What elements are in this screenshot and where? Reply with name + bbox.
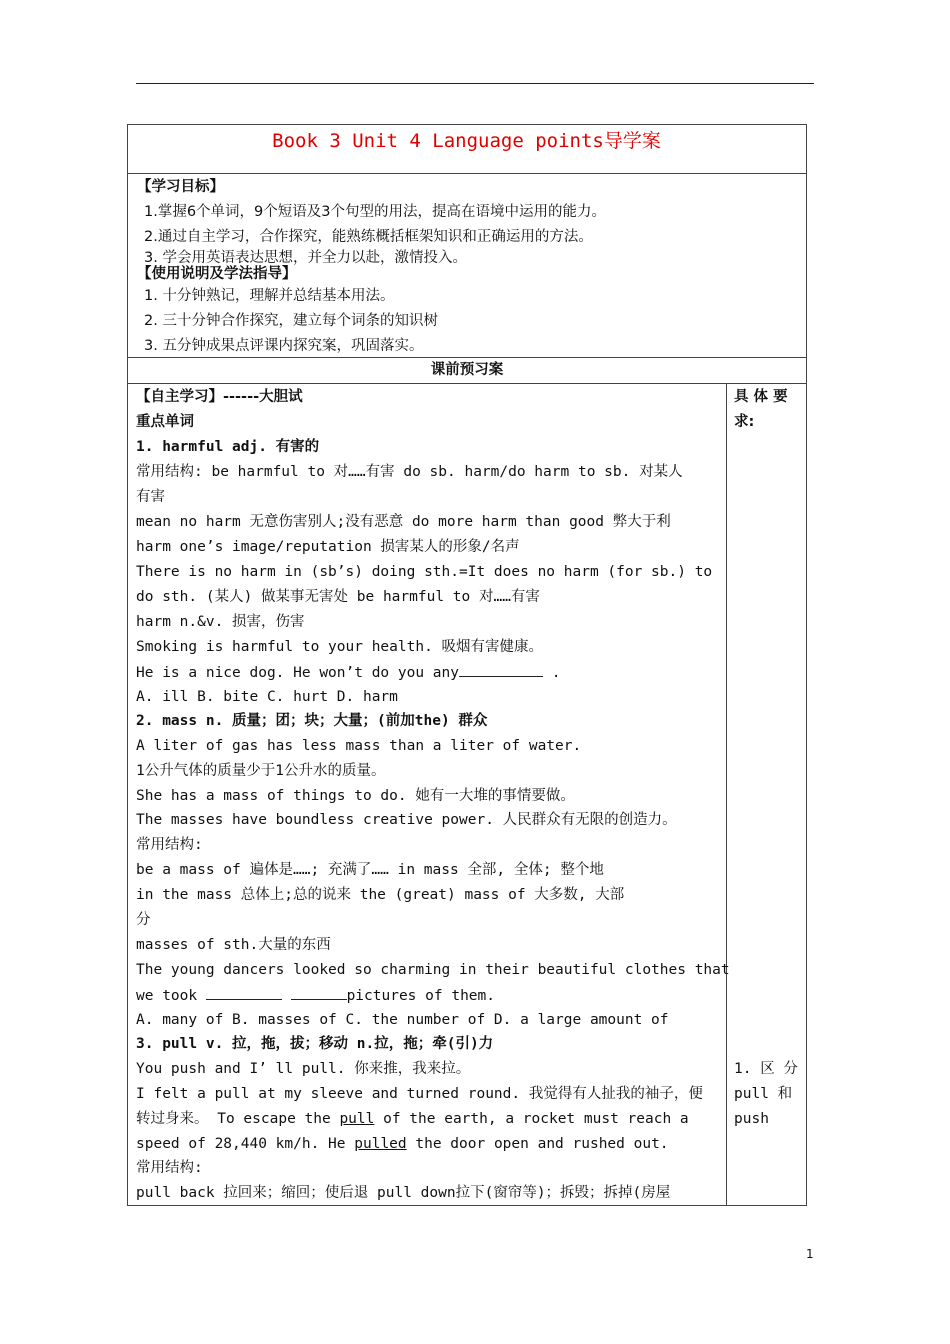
instruction-item: 1. 十分钟熟记，理解并总结基本用法。 bbox=[144, 288, 395, 304]
requirements-heading: 具 体 要 bbox=[734, 389, 788, 405]
content-text: speed of 28,440 km/h. He bbox=[136, 1136, 346, 1152]
instruction-item: 3. 五分钟成果点评课内探究案，巩固落实。 bbox=[144, 338, 424, 354]
objectives-heading: 【学习目标】 bbox=[137, 179, 224, 195]
exercise-question bbox=[136, 985, 495, 1006]
content-line: in the mass 总体上;总的说来 the (great) mass of 大多数, 大部 bbox=[136, 887, 625, 903]
underlined-word: pulled bbox=[354, 1136, 407, 1152]
content-line: 分 bbox=[136, 912, 151, 928]
underlined-word: pull bbox=[339, 1111, 375, 1127]
content-line: harm n.&v. 损害，伤害 bbox=[136, 614, 305, 630]
exercise-options: A. many of B. masses of C. the number of D. a large amount of bbox=[136, 1012, 669, 1028]
requirement-note: pull 和 bbox=[734, 1086, 793, 1102]
content-line: Smoking is harmful to your health. 吸烟有害健康。 bbox=[136, 639, 544, 655]
word-entry-mass: 2. mass n. 质量；团；块；大量；(前加the) 群众 bbox=[136, 713, 488, 729]
requirements-heading-2: 求: bbox=[734, 414, 755, 430]
exercise-options: A. ill B. bite C. hurt D. harm bbox=[136, 689, 398, 705]
content-line: 常用结构: bbox=[136, 837, 203, 853]
content-line: I felt a pull at my sleeve and turned round. 我觉得有人扯我的袖子，便 bbox=[136, 1086, 703, 1102]
content-line: She has a mass of things to do. 她有一大堆的事情要做。 bbox=[136, 788, 575, 804]
objective-item: 1.掌握6个单词，9个短语及3个句型的用法，提高在语境中运用的能力。 bbox=[144, 204, 607, 220]
instruction-item: 2. 三十分钟合作探究，建立每个词条的知识树 bbox=[144, 313, 438, 329]
content-line: pull back 拉回来；缩回；使后退 pull down拉下(窗帘等)；拆毁；拆掉(房屋 bbox=[136, 1185, 671, 1201]
instructions-heading: 【使用说明及学法指导】 bbox=[137, 266, 297, 282]
content-line: A liter of gas has less mass than a liter of water. bbox=[136, 738, 582, 754]
content-text: the door open and rushed out. bbox=[415, 1136, 669, 1152]
content-line: do sth. (某人) 做某事无害处 be harmful to 对……有害 bbox=[136, 589, 540, 605]
content-text: of the earth, a rocket must reach a bbox=[383, 1111, 689, 1127]
content-line: The masses have boundless creative power. 人民群众有无限的创造力。 bbox=[136, 812, 677, 828]
key-words-subheading: 重点单词 bbox=[136, 414, 194, 430]
content-line: be a mass of 遍体是……; 充满了…… in mass 全部, 全体; 整个地 bbox=[136, 862, 604, 878]
content-text: 转过身来。 To escape the bbox=[136, 1111, 331, 1127]
word-entry-pull: 3. pull v. 拉，拖，拔；移动 n.拉，拖；牵(引)力 bbox=[136, 1036, 494, 1052]
content-line: 有害 bbox=[136, 489, 165, 505]
content-line: 常用结构: be harmful to 对……有害 do sb. harm/do harm to sb. 对某人 bbox=[136, 464, 683, 480]
requirement-note: push bbox=[734, 1111, 769, 1127]
objective-item: 2.通过自主学习，合作探究，能熟练概括框架知识和正确运用的方法。 bbox=[144, 229, 593, 245]
content-line: 常用结构: bbox=[136, 1160, 203, 1176]
exercise-question-text: we took bbox=[136, 988, 198, 1004]
page-title: Book 3 Unit 4 Language points导学案 bbox=[272, 130, 661, 152]
content-line: The young dancers looked so charming in their beautiful clothes that bbox=[136, 962, 730, 978]
requirements-cell bbox=[726, 383, 807, 1206]
page-number: 1 bbox=[806, 1247, 814, 1261]
content-line: masses of sth.大量的东西 bbox=[136, 937, 331, 953]
section-header: 课前预习案 bbox=[430, 362, 504, 378]
exercise-question-text: He is a nice dog. He won’t do you any bbox=[136, 665, 460, 681]
content-line bbox=[136, 1134, 669, 1154]
content-line bbox=[136, 1109, 689, 1129]
header-rule bbox=[136, 83, 814, 84]
objective-item: 3. 学会用英语表达思想，并全力以赴，激情投入。 bbox=[144, 250, 467, 266]
answer-blank[interactable] bbox=[291, 985, 347, 1000]
answer-blank[interactable] bbox=[206, 985, 282, 1000]
exercise-question-text: pictures of them. bbox=[346, 988, 495, 1004]
requirement-note: 1. 区 分 bbox=[734, 1061, 798, 1077]
answer-blank[interactable] bbox=[459, 662, 543, 677]
content-line: There is no harm in (sb’s) doing sth.=It does no harm (for sb.) to bbox=[136, 564, 713, 580]
word-entry-harmful: 1. harmful adj. 有害的 bbox=[136, 439, 320, 455]
content-line: harm one’s image/reputation 损害某人的形象/名声 bbox=[136, 539, 520, 555]
exercise-question: He is a nice dog. He won’t do you any . bbox=[136, 662, 560, 683]
content-line: You push and I’ ll pull. 你来推，我来拉。 bbox=[136, 1061, 471, 1077]
content-line: 1公升气体的质量少于1公升水的质量。 bbox=[136, 763, 386, 779]
self-study-heading: 【自主学习】------大胆试 bbox=[136, 389, 303, 405]
content-line: mean no harm 无意伤害别人;没有恶意 do more harm than good 弊大于利 bbox=[136, 514, 671, 530]
